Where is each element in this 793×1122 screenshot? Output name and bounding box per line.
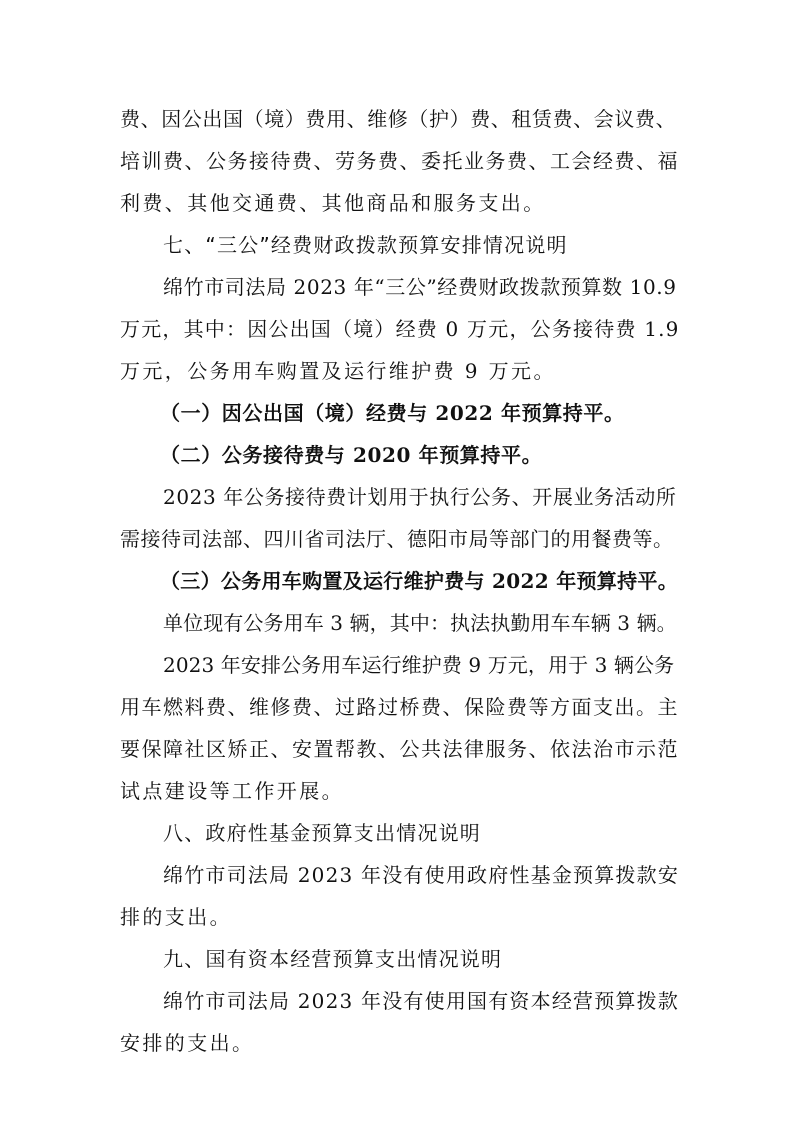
section-heading-8: 八、政府性基金预算支出情况说明 [163,821,481,845]
body-text-line: 绵竹市司法局 2023 年没有使用国有资本经营预算拨款 [163,989,680,1013]
body-text-line: 需接待司法部、四川省司法厅、德阳市局等部门的用餐费等。 [120,527,674,551]
subheading-2: （二）公务接待费与 2020 年预算持平。 [160,443,543,467]
body-text-line: 培训费、公务接待费、劳务费、委托业务费、工会经费、福 [120,149,679,173]
body-text-line: 万元，公务用车购置及运行维护费 9 万元。 [120,359,556,383]
body-text-line: 费、因公出国（境）费用、维修（护）费、租赁费、会议费、 [120,107,677,131]
subheading-1: （一）因公出国（境）经费与 2022 年预算持平。 [160,401,625,425]
body-text-line: 绵竹市司法局 2023 年“三公”经费财政拨款预算数 10.9 [163,275,677,299]
section-heading-7: 七、“三公”经费财政拨款预算安排情况说明 [163,233,568,257]
body-text-line: 万元，其中：因公出国（境）经费 0 万元，公务接待费 1.9 [120,317,680,341]
body-text-line: 利费、其他交通费、其他商品和服务支出。 [120,191,546,215]
body-text-line: 排的支出。 [120,905,232,929]
body-text-line: 单位现有公务用车 3 辆，其中：执法执勤用车车辆 3 辆。 [163,611,677,635]
body-text-line: 2023 年安排公务用车运行维护费 9 万元，用于 3 辆公务 [163,653,675,677]
body-text-line: 用车燃料费、维修费、过路过桥费、保险费等方面支出。主 [120,695,679,719]
body-text-line: 安排的支出。 [120,1031,255,1055]
body-text-line: 绵竹市司法局 2023 年没有使用政府性基金预算拨款安 [163,863,680,887]
body-text-line: 2023 年公务接待费计划用于执行公务、开展业务活动所 [163,485,677,509]
body-text-line: 试点建设等工作开展。 [120,779,344,803]
section-heading-9: 九、国有资本经营预算支出情况说明 [163,947,503,971]
body-text-line: 要保障社区矫正、安置帮教、公共法律服务、依法治市示范 [120,737,679,761]
subheading-3: （三）公务用车购置及运行维护费与 2022 年预算持平。 [160,569,678,593]
